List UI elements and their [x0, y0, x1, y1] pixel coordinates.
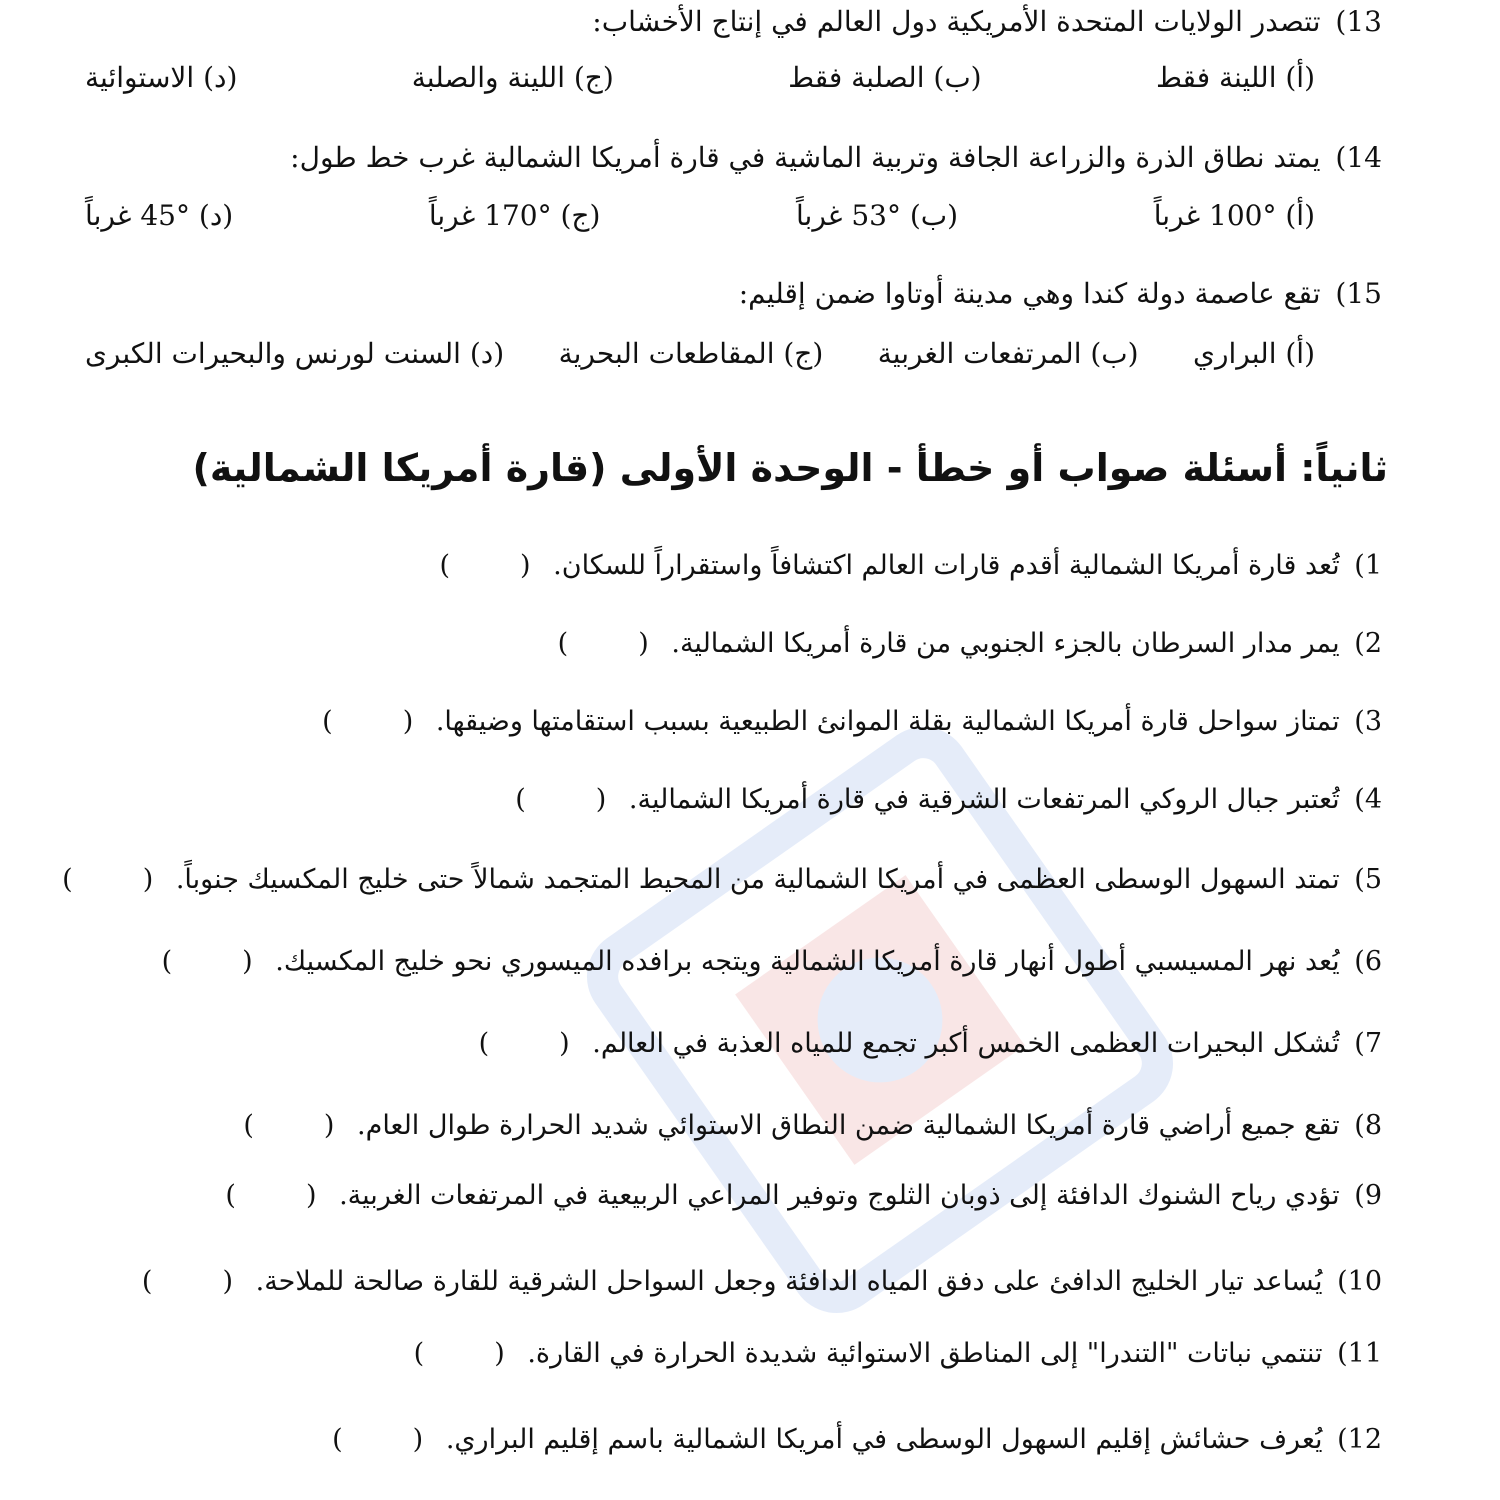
option-c: (ج) اللينة والصلبة — [411, 61, 614, 94]
option-b: (ب) الصلبة فقط — [788, 61, 982, 94]
question-number: 12) — [1337, 1424, 1382, 1455]
tf-item-4 — [515, 780, 1382, 820]
question-number: 8) — [1354, 1110, 1382, 1141]
answer-blank[interactable]: () — [413, 1338, 505, 1369]
question-number: 15) — [1335, 277, 1382, 310]
question-text: تتصدر الولايات المتحدة الأمريكية دول العالم في إنتاج الأخشاب: — [592, 5, 1321, 38]
option-d: (د) الاستوائية — [85, 61, 238, 94]
option-a: (أ) °100 غرباً — [1153, 199, 1315, 232]
answer-blank[interactable]: () — [243, 1110, 335, 1141]
statement-text: تقع جميع أراضي قارة أمريكا الشمالية ضمن النطاق الاستوائي شديد الحرارة طوال العام. — [357, 1110, 1340, 1141]
option-a: (أ) اللينة فقط — [1155, 61, 1315, 94]
mcq-options-13 — [85, 58, 1315, 98]
question-number: 5) — [1354, 864, 1382, 895]
option-c: (ج) °170 غرباً — [428, 199, 601, 232]
statement-text: تمتاز سواحل قارة أمريكا الشمالية بقلة الموانئ الطبيعية بسبب استقامتها وضيقها. — [435, 706, 1340, 737]
answer-blank[interactable]: () — [62, 864, 154, 895]
question-number: 13) — [1335, 5, 1382, 38]
question-number: 9) — [1354, 1180, 1382, 1211]
tf-item-5 — [62, 860, 1382, 900]
mcq-question-14 — [290, 138, 1382, 178]
question-number: 11) — [1337, 1338, 1382, 1369]
mcq-options-14 — [85, 196, 1315, 236]
statement-text: تُشكل البحيرات العظمى الخمس أكبر تجمع للمياه العذبة في العالم. — [592, 1028, 1340, 1059]
question-number: 4) — [1354, 784, 1382, 815]
statement-text: يُعرف حشائش إقليم السهول الوسطى في أمريكا الشمالية باسم إقليم البراري. — [445, 1424, 1323, 1455]
question-number: 14) — [1335, 141, 1382, 174]
answer-blank[interactable]: () — [322, 706, 414, 737]
question-text: يمتد نطاق الذرة والزراعة الجافة وتربية الماشية في قارة أمريكا الشمالية غرب خط طول: — [290, 141, 1321, 174]
statement-text: تُعتبر جبال الروكي المرتفعات الشرقية في قارة أمريكا الشمالية. — [628, 784, 1340, 815]
tf-item-7 — [479, 1024, 1382, 1064]
tf-item-6 — [162, 942, 1382, 982]
statement-text: تمتد السهول الوسطى العظمى في أمريكا الشمالية من المحيط المتجمد شمالاً حتى خليج المكسيك جنوباً. — [175, 864, 1340, 895]
tf-item-11 — [414, 1334, 1382, 1374]
tf-item-10 — [142, 1262, 1382, 1302]
question-number: 2) — [1354, 628, 1382, 659]
tf-item-2 — [558, 624, 1382, 664]
question-text: تقع عاصمة دولة كندا وهي مدينة أوتاوا ضمن إقليم: — [738, 277, 1321, 310]
tf-item-12 — [332, 1420, 1382, 1460]
tf-item-3 — [322, 702, 1382, 742]
statement-text: تُعد قارة أمريكا الشمالية أقدم قارات العالم اكتشافاً واستقراراً للسكان. — [553, 550, 1340, 581]
statement-text: تؤدي رياح الشنوك الدافئة إلى ذوبان الثلوج وتوفير المراعي الربيعية في المرتفعات الغربية. — [339, 1180, 1340, 1211]
answer-blank[interactable]: () — [141, 1266, 234, 1297]
mcq-options-15 — [85, 334, 1315, 374]
tf-item-1 — [439, 546, 1382, 586]
question-number: 1) — [1354, 550, 1382, 581]
tf-item-8 — [243, 1106, 1382, 1146]
option-d: (د) السنت لورنس والبحيرات الكبرى — [85, 337, 505, 370]
option-b: (ب) °53 غرباً — [796, 199, 959, 232]
question-number: 3) — [1354, 706, 1382, 737]
answer-blank[interactable]: () — [225, 1180, 317, 1211]
question-number: 6) — [1354, 946, 1382, 977]
answer-blank[interactable]: () — [332, 1424, 424, 1455]
tf-item-9 — [225, 1176, 1382, 1216]
statement-text: يُساعد تيار الخليج الدافئ على دفق المياه الدافئة وجعل السواحل الشرقية للقارة صالحة للملاحة. — [255, 1266, 1323, 1297]
option-d: (د) °45 غرباً — [85, 199, 234, 232]
statement-text: يمر مدار السرطان بالجزء الجنوبي من قارة أمريكا الشمالية. — [671, 628, 1340, 659]
option-a: (أ) البراري — [1193, 337, 1315, 370]
statement-text: يُعد نهر المسيسبي أطول أنهار قارة أمريكا الشمالية ويتجه برافده الميسوري نحو خليج المكسيك. — [275, 946, 1340, 977]
mcq-question-13 — [592, 2, 1382, 42]
option-b: (ب) المرتفعات الغربية — [877, 337, 1139, 370]
answer-blank[interactable]: () — [161, 946, 253, 977]
answer-blank[interactable]: () — [515, 784, 607, 815]
option-c: (ج) المقاطعات البحرية — [558, 337, 824, 370]
question-number: 7) — [1354, 1028, 1382, 1059]
answer-blank[interactable]: () — [439, 550, 531, 581]
answer-blank[interactable]: () — [478, 1028, 570, 1059]
answer-blank[interactable]: () — [557, 628, 649, 659]
question-number: 10) — [1337, 1266, 1382, 1297]
mcq-question-15 — [739, 274, 1382, 314]
section-heading: ثانياً: أسئلة صواب أو خطأ - الوحدة الأولى (قارة أمريكا الشمالية) — [192, 446, 1388, 490]
statement-text: تنتمي نباتات "التندرا" إلى المناطق الاستوائية شديدة الحرارة في القارة. — [527, 1338, 1323, 1369]
